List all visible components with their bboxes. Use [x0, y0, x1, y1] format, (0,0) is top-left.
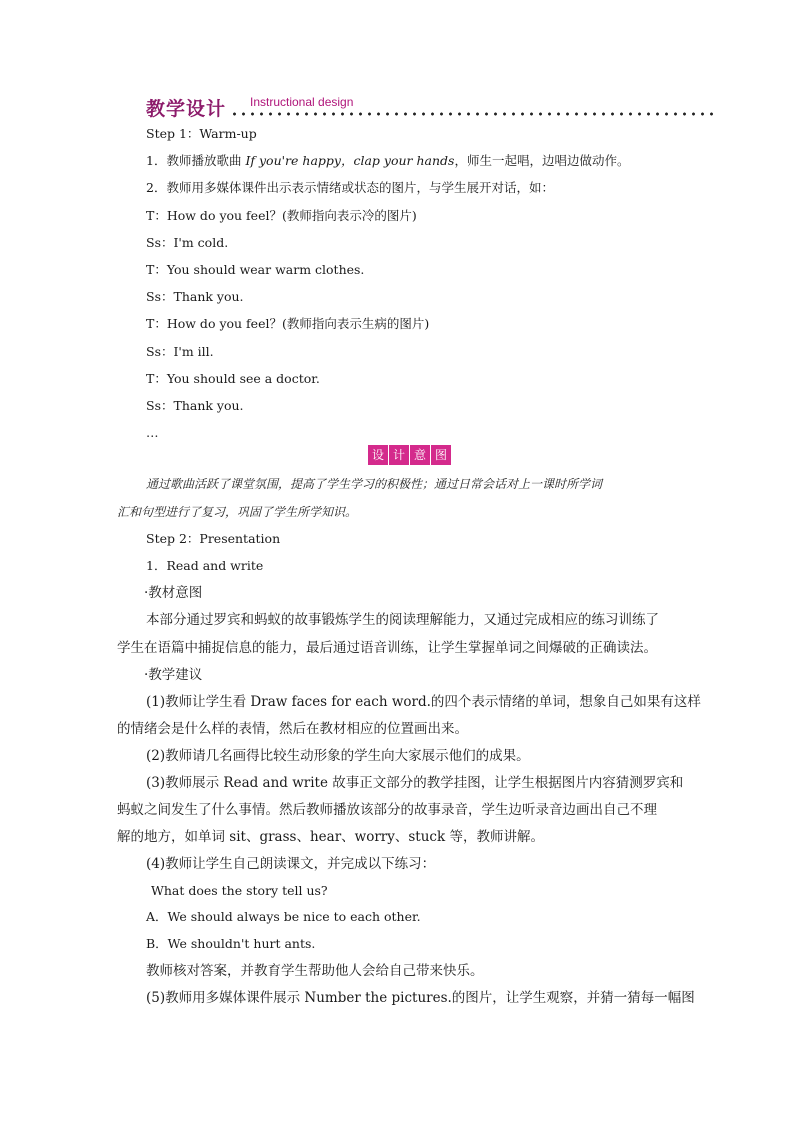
dialogue-line: Ss：I'm ill. [146, 344, 214, 359]
exercise-option-a: A．We should always be nice to each other. [146, 909, 421, 924]
step2-title: Step 2：Presentation [146, 531, 281, 546]
dialogue-line: T：You should see a doctor. [146, 371, 320, 386]
warmup-item1-suffix: ，师生一起唱，边唱边做动作。 [454, 153, 630, 168]
warmup-item2: 2．教师用多媒体课件出示表示情绪或状态的图片，与学生展开对话，如： [146, 180, 554, 195]
suggestion-1-line2: 的情绪会是什么样的表情，然后在教材相应的位置画出来。 [117, 721, 468, 737]
exercise-question: What does the story tell us? [151, 883, 328, 898]
suggestion-3-line2: 蚂蚁之间发生了什么事情。然后教师播放该部分的故事录音，学生边听录音边画出自己不理 [117, 802, 657, 818]
warmup-item1 [146, 153, 629, 169]
section-heading [146, 92, 716, 124]
dialogue-line: T：You should wear warm clothes. [146, 262, 365, 277]
suggestion-3-line3: 解的地方，如单词 sit、grass、hear、worry、stuck 等，教师讲解。 [117, 829, 544, 845]
design-intent-text-line1: 通过歌曲活跃了课堂氛围，提高了学生学习的积极性；通过日常会话对上一课时所学词 [146, 477, 603, 491]
badge-char: 计 [389, 445, 409, 465]
dialogue-line: T：How do you feel？(教师指向表示生病的图片) [146, 316, 430, 331]
dialogue-line: T：How do you feel？(教师指向表示冷的图片) [146, 208, 417, 223]
exercise-option-b: B．We shouldn't hurt ants. [146, 936, 316, 951]
heading-dotted-rule [230, 112, 716, 116]
suggestion-1-line1: (1)教师让学生看 Draw faces for each word.的四个表示情绪的单词，想象自己如果有这样 [146, 694, 701, 710]
teaching-suggestion-title: ·教学建议 [144, 667, 203, 683]
design-intent-text-line2: 汇和句型进行了复习，巩固了学生所学知识。 [117, 505, 358, 519]
dialogue-ellipsis: … [146, 425, 159, 440]
heading-subtitle: Instructional design [250, 95, 354, 109]
suggestion-3-line1: (3)教师展示 Read and write 故事正文部分的教学挂图，让学生根据图片内容猜测罗宾和 [146, 775, 684, 791]
suggestion-4: (4)教师让学生自己朗读课文，并完成以下练习： [146, 856, 436, 872]
heading-title: 教学设计 [146, 98, 227, 120]
material-intent-line1: 本部分通过罗宾和蚂蚁的故事锻炼学生的阅读理解能力，又通过完成相应的练习训练了 [146, 612, 659, 628]
material-intent-title: ·教材意图 [144, 585, 203, 601]
badge-char: 意 [410, 445, 430, 465]
step1-title: Step 1：Warm-up [146, 126, 257, 141]
dialogue-line: Ss：I'm cold. [146, 235, 229, 250]
answer-check: 教师核对答案，并教育学生帮助他人会给自己带来快乐。 [146, 963, 484, 979]
suggestion-5: (5)教师用多媒体课件展示 Number the pictures.的图片，让学生观察，并猜一猜每一幅图 [146, 990, 695, 1006]
warmup-item1-prefix: 1．教师播放歌曲 [146, 153, 246, 168]
badge-char: 设 [368, 445, 388, 465]
dialogue-line: Ss：Thank you. [146, 289, 244, 304]
dialogue-line: Ss：Thank you. [146, 398, 244, 413]
design-intent-badge [368, 445, 451, 465]
material-intent-line2: 学生在语篇中捕捉信息的能力，最后通过语音训练，让学生掌握单词之间爆破的正确读法。 [117, 640, 657, 656]
suggestion-2: (2)教师请几名画得比较生动形象的学生向大家展示他们的成果。 [146, 748, 530, 764]
badge-char: 图 [431, 445, 451, 465]
song-title: If you're happy，clap your hands [245, 153, 455, 168]
presentation-item1: 1．Read and write [146, 558, 264, 573]
